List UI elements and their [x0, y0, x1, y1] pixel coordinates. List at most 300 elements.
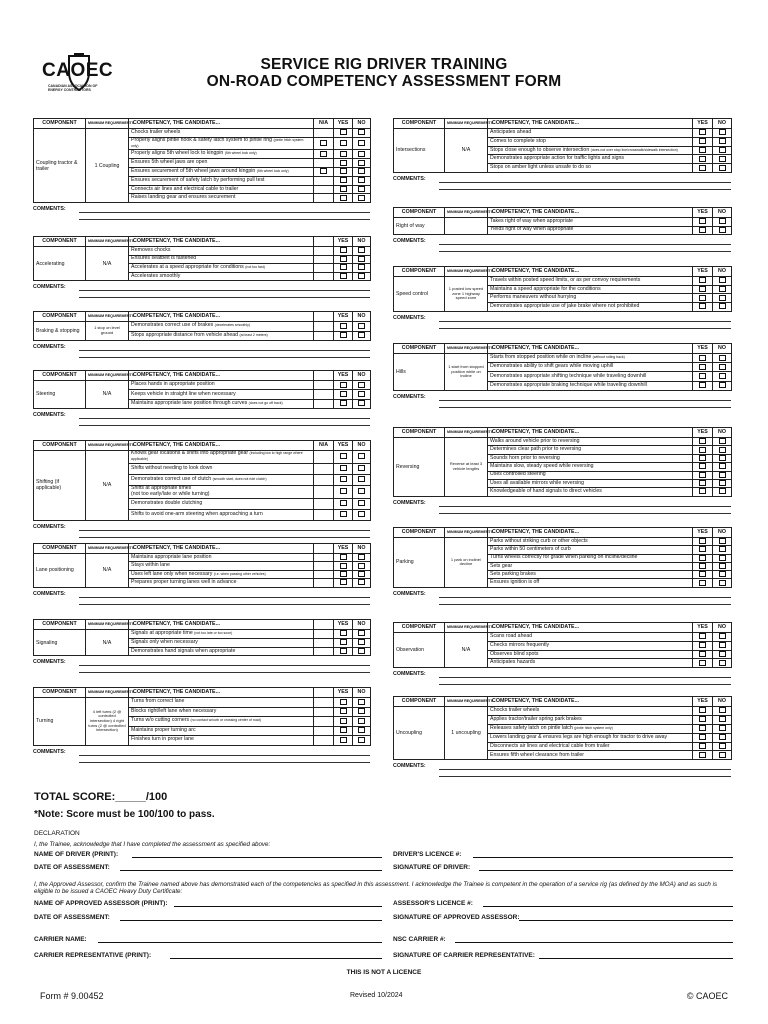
competency-label: Parks without striking curb or other objects	[490, 537, 588, 544]
yes-checkbox[interactable]	[699, 227, 706, 233]
yes-checkbox[interactable]	[699, 129, 706, 135]
yes-cell	[693, 155, 713, 164]
competency-text	[129, 150, 314, 159]
competency-row	[394, 218, 732, 227]
no-checkbox[interactable]	[358, 186, 365, 192]
no-header: NO	[353, 688, 371, 698]
comment-line	[439, 244, 731, 245]
no-cell	[353, 185, 371, 194]
competency-text	[488, 471, 693, 479]
section-table	[33, 236, 371, 281]
yes-cell	[334, 390, 353, 399]
competency-label: Stops on amber light unless unsafe to do so	[490, 164, 591, 171]
comments-field[interactable]	[33, 284, 370, 298]
yes-checkbox[interactable]	[699, 286, 706, 292]
blank-header	[314, 620, 334, 630]
comments-field[interactable]	[393, 500, 731, 514]
yes-checkbox[interactable]	[699, 303, 706, 309]
competency-label: Blocks right/left lane when necessary	[131, 707, 217, 714]
no-checkbox[interactable]	[719, 633, 726, 639]
min-req-header: MINIMUM REQUIREMENTS	[445, 623, 488, 633]
section-table	[33, 619, 371, 656]
comment-line	[439, 513, 731, 514]
no-checkbox[interactable]	[719, 651, 726, 657]
yes-checkbox[interactable]	[340, 247, 347, 253]
competency-label: Releases safety latch on pintle latch	[490, 724, 573, 731]
no-checkbox[interactable]	[358, 391, 365, 397]
competency-note: (pintle hitch system only)	[574, 725, 613, 730]
yes-cell	[693, 650, 713, 659]
competency-label: Maintains slow, steady speed while reversing	[490, 462, 594, 469]
no-checkbox[interactable]	[358, 630, 365, 636]
carrier-rep-field[interactable]	[34, 952, 151, 959]
no-checkbox[interactable]	[719, 725, 726, 731]
nsc-carrier-field[interactable]	[393, 936, 446, 943]
competency-text	[488, 724, 693, 733]
comments-field[interactable]	[393, 763, 731, 777]
no-checkbox[interactable]	[719, 303, 726, 309]
comment-line	[439, 400, 731, 401]
no-checkbox[interactable]	[358, 511, 365, 517]
no-checkbox[interactable]	[719, 218, 726, 224]
no-checkbox[interactable]	[358, 718, 365, 724]
no-checkbox[interactable]	[719, 438, 726, 444]
comment-line	[79, 672, 370, 673]
no-checkbox[interactable]	[719, 716, 726, 722]
no-checkbox[interactable]	[719, 488, 726, 494]
yes-checkbox[interactable]	[699, 218, 706, 224]
no-checkbox[interactable]	[358, 247, 365, 253]
competency-header: COMPETENCY, THE CANDIDATE...	[129, 620, 314, 630]
carrier-name-field[interactable]	[34, 936, 87, 943]
comments-field[interactable]	[393, 591, 731, 605]
yes-checkbox[interactable]	[340, 332, 347, 338]
competency-text	[129, 322, 314, 332]
yes-checkbox[interactable]	[340, 400, 347, 406]
no-checkbox[interactable]	[719, 660, 726, 666]
no-checkbox[interactable]	[719, 277, 726, 283]
competency-label: Knows gear locations & shifts into appropriate gear	[131, 450, 249, 456]
section-rightofway	[393, 207, 731, 252]
comments-field[interactable]	[33, 206, 370, 220]
no-checkbox[interactable]	[719, 546, 726, 552]
no-checkbox[interactable]	[358, 332, 365, 338]
yes-checkbox[interactable]	[340, 648, 347, 654]
competency-text	[129, 159, 314, 168]
yes-checkbox[interactable]	[340, 488, 347, 494]
competency-label: Applies tractor/trailer spring park brakes	[490, 715, 582, 722]
no-checkbox[interactable]	[719, 472, 726, 478]
yes-cell	[334, 726, 353, 736]
yes-cell	[334, 630, 353, 639]
yes-checkbox[interactable]	[340, 453, 347, 459]
yes-checkbox[interactable]	[340, 264, 347, 270]
competency-row	[394, 633, 732, 642]
minimum-requirement: 1 uncoupling	[445, 707, 488, 760]
comment-line	[439, 597, 731, 598]
no-checkbox[interactable]	[358, 727, 365, 733]
no-checkbox[interactable]	[719, 743, 726, 749]
yes-cell	[334, 129, 353, 138]
no-checkbox[interactable]	[358, 160, 365, 166]
no-checkbox[interactable]	[358, 465, 365, 471]
no-checkbox[interactable]	[719, 707, 726, 713]
comment-line	[79, 219, 370, 220]
no-checkbox[interactable]	[719, 734, 726, 740]
no-checkbox[interactable]	[719, 563, 726, 569]
no-cell	[713, 538, 732, 546]
yes-checkbox[interactable]	[699, 373, 706, 379]
yes-checkbox[interactable]	[699, 660, 706, 666]
no-cell	[353, 167, 371, 176]
no-cell	[353, 399, 371, 408]
no-cell	[353, 579, 371, 587]
comments-field[interactable]	[393, 394, 731, 408]
yes-checkbox[interactable]	[699, 716, 706, 722]
component-header: COMPONENT	[34, 237, 86, 247]
no-checkbox[interactable]	[719, 147, 726, 153]
yes-checkbox[interactable]	[699, 147, 706, 153]
header-row	[34, 237, 371, 247]
no-checkbox[interactable]	[358, 140, 365, 146]
competency-text	[129, 255, 314, 264]
na-checkbox[interactable]	[320, 140, 327, 146]
no-cell	[353, 150, 371, 159]
competency-text	[129, 463, 314, 474]
competency-label: Sets parking brakes	[490, 570, 536, 577]
yes-checkbox[interactable]	[340, 151, 347, 157]
yes-checkbox[interactable]	[699, 382, 706, 388]
assessor-name-label: NAME OF APPROVED ASSESSOR (PRINT):	[34, 900, 168, 907]
assessor-licence-field[interactable]	[393, 900, 473, 907]
yes-cell	[693, 742, 713, 751]
no-checkbox[interactable]	[719, 286, 726, 292]
date-assessment-2-label: DATE OF ASSESSMENT:	[34, 914, 110, 921]
yes-checkbox[interactable]	[699, 488, 706, 494]
yes-checkbox[interactable]	[699, 752, 706, 758]
no-header: NO	[353, 312, 371, 322]
no-checkbox[interactable]	[719, 165, 726, 171]
blank-cell	[314, 399, 334, 408]
competency-label: Demonstrates correct use of brakes	[131, 322, 214, 329]
competency-note: (decelerates smoothly)	[214, 323, 251, 328]
no-checkbox[interactable]	[719, 463, 726, 469]
yes-checkbox[interactable]	[699, 364, 706, 370]
yes-checkbox[interactable]	[340, 579, 347, 585]
yes-checkbox[interactable]	[340, 630, 347, 636]
assessor-signature-field[interactable]	[393, 914, 520, 921]
no-checkbox[interactable]	[358, 129, 365, 135]
yes-checkbox[interactable]	[340, 195, 347, 201]
competency-label: Chocks trailer wheels	[490, 707, 540, 714]
yes-checkbox[interactable]	[699, 538, 706, 544]
yes-checkbox[interactable]	[699, 633, 706, 639]
competency-header: COMPETENCY, THE CANDIDATE...	[488, 344, 693, 354]
no-checkbox[interactable]	[358, 476, 365, 482]
blank-cell	[314, 707, 334, 717]
na-checkbox[interactable]	[320, 168, 327, 174]
min-req-header: MINIMUM REQUIREMENTS	[445, 528, 488, 538]
no-checkbox[interactable]	[358, 500, 365, 506]
competency-label: Ensures fifth wheel clearance from trailer	[490, 751, 584, 758]
comments-field[interactable]	[393, 238, 731, 252]
no-checkbox[interactable]	[719, 138, 726, 144]
yes-checkbox[interactable]	[340, 160, 347, 166]
driver-name-field[interactable]	[34, 851, 118, 858]
yes-checkbox[interactable]	[340, 168, 347, 174]
no-checkbox[interactable]	[358, 699, 365, 705]
no-checkbox[interactable]	[719, 295, 726, 301]
yes-checkbox[interactable]	[699, 651, 706, 657]
comments-label: COMMENTS:	[393, 763, 426, 770]
competency-label: Uses left lane only when necessary	[131, 570, 213, 577]
no-checkbox[interactable]	[719, 129, 726, 135]
no-checkbox[interactable]	[358, 273, 365, 279]
min-req-header: MINIMUM REQUIREMENTS	[86, 544, 129, 554]
competency-label: Performs maneuvers without hurrying	[490, 294, 577, 301]
yes-checkbox[interactable]	[340, 563, 347, 569]
comments-field[interactable]	[33, 344, 370, 358]
no-checkbox[interactable]	[358, 708, 365, 714]
minimum-requirement	[445, 218, 488, 235]
yes-checkbox[interactable]	[699, 555, 706, 561]
competency-label: Accelerates at a speed appropriate for conditions	[131, 264, 244, 271]
comments-field[interactable]	[393, 315, 731, 329]
yes-checkbox[interactable]	[699, 165, 706, 171]
yes-checkbox[interactable]	[699, 580, 706, 586]
yes-checkbox[interactable]	[340, 571, 347, 577]
no-cell	[713, 277, 732, 286]
no-checkbox[interactable]	[719, 480, 726, 486]
component-header: COMPONENT	[34, 544, 86, 554]
yes-checkbox[interactable]	[699, 438, 706, 444]
no-cell	[713, 129, 732, 138]
yes-checkbox[interactable]	[699, 480, 706, 486]
no-checkbox[interactable]	[719, 555, 726, 561]
component-header: COMPONENT	[34, 371, 86, 381]
revised-date: Revised 10/2024	[350, 992, 403, 999]
yes-checkbox[interactable]	[699, 355, 706, 361]
assessor-name-field[interactable]	[34, 900, 168, 907]
no-checkbox[interactable]	[358, 323, 365, 329]
blank-cell	[314, 247, 334, 256]
no-cell	[353, 159, 371, 168]
yes-checkbox[interactable]	[340, 554, 347, 560]
no-checkbox[interactable]	[719, 156, 726, 162]
yes-checkbox[interactable]	[699, 463, 706, 469]
min-req-header: MINIMUM REQUIREMENTS	[445, 697, 488, 707]
yes-checkbox[interactable]	[340, 129, 347, 135]
no-checkbox[interactable]	[358, 168, 365, 174]
yes-checkbox[interactable]	[699, 138, 706, 144]
no-checkbox[interactable]	[358, 579, 365, 585]
competency-text	[488, 372, 693, 381]
no-checkbox[interactable]	[358, 563, 365, 569]
comments-field[interactable]	[33, 659, 370, 673]
no-cell	[713, 446, 732, 454]
yes-checkbox[interactable]	[340, 639, 347, 645]
yes-checkbox[interactable]	[699, 725, 706, 731]
competency-label: Properly aligns pintle hook & safety latch system to pintle ring	[131, 136, 272, 143]
no-checkbox[interactable]	[719, 227, 726, 233]
yes-checkbox[interactable]	[699, 734, 706, 740]
no-cell	[353, 498, 371, 509]
no-cell	[713, 650, 732, 659]
no-cell	[353, 485, 371, 498]
competency-header: COMPETENCY, THE CANDIDATE...	[488, 208, 693, 218]
yes-checkbox[interactable]	[340, 699, 347, 705]
comments-label: COMMENTS:	[33, 284, 66, 291]
no-checkbox[interactable]	[358, 382, 365, 388]
assessor-signature-label: SIGNATURE OF APPROVED ASSESSOR:	[393, 914, 520, 921]
date-assessment-field[interactable]	[34, 864, 110, 871]
yes-checkbox[interactable]	[699, 447, 706, 453]
blank-cell	[314, 381, 334, 390]
no-cell	[713, 303, 732, 312]
no-checkbox[interactable]	[719, 752, 726, 758]
yes-checkbox[interactable]	[699, 743, 706, 749]
yes-checkbox[interactable]	[699, 455, 706, 461]
yes-checkbox[interactable]	[340, 500, 347, 506]
competency-row	[34, 322, 371, 332]
no-checkbox[interactable]	[719, 642, 726, 648]
competency-text	[488, 538, 693, 546]
no-checkbox[interactable]	[358, 151, 365, 157]
no-checkbox[interactable]	[358, 264, 365, 270]
no-checkbox[interactable]	[719, 538, 726, 544]
yes-header: YES	[334, 620, 353, 630]
comments-field[interactable]	[33, 591, 370, 605]
yes-checkbox[interactable]	[340, 476, 347, 482]
comments-field[interactable]	[33, 524, 370, 538]
yes-checkbox[interactable]	[340, 708, 347, 714]
yes-cell	[334, 176, 353, 185]
competency-header: COMPETENCY, THE CANDIDATE...	[488, 119, 693, 129]
no-checkbox[interactable]	[358, 488, 365, 494]
no-checkbox[interactable]	[358, 195, 365, 201]
no-checkbox[interactable]	[719, 455, 726, 461]
no-cell	[713, 155, 732, 164]
comment-line	[79, 665, 370, 666]
comments-field[interactable]	[33, 749, 370, 763]
drivers-licence-label: DRIVER'S LICENCE #:	[393, 851, 462, 858]
no-checkbox[interactable]	[358, 400, 365, 406]
section-hills	[393, 343, 731, 408]
competency-text	[488, 546, 693, 554]
competency-text	[129, 498, 314, 509]
yes-checkbox[interactable]	[340, 465, 347, 471]
yes-checkbox[interactable]	[699, 642, 706, 648]
na-checkbox[interactable]	[320, 151, 327, 157]
no-checkbox[interactable]	[719, 580, 726, 586]
yes-checkbox[interactable]	[340, 273, 347, 279]
no-checkbox[interactable]	[358, 177, 365, 183]
no-checkbox[interactable]	[719, 382, 726, 388]
yes-checkbox[interactable]	[340, 382, 347, 388]
yes-checkbox[interactable]	[340, 511, 347, 517]
comments-field[interactable]	[393, 671, 731, 685]
yes-cell	[334, 485, 353, 498]
blank-header	[314, 312, 334, 322]
drivers-licence-field[interactable]	[393, 851, 461, 858]
component-name: Lane positioning	[34, 554, 86, 588]
yes-cell	[693, 285, 713, 294]
no-checkbox[interactable]	[358, 453, 365, 459]
yes-checkbox[interactable]	[699, 156, 706, 162]
yes-checkbox[interactable]	[340, 737, 347, 743]
yes-header: YES	[693, 267, 713, 277]
no-checkbox[interactable]	[358, 554, 365, 560]
yes-checkbox[interactable]	[340, 177, 347, 183]
yes-checkbox[interactable]	[340, 186, 347, 192]
yes-checkbox[interactable]	[699, 277, 706, 283]
no-header: NO	[353, 237, 371, 247]
yes-cell	[334, 579, 353, 587]
no-checkbox[interactable]	[719, 447, 726, 453]
driver-signature-label: SIGNATURE OF DRIVER:	[393, 864, 471, 871]
no-checkbox[interactable]	[719, 355, 726, 361]
yes-cell	[693, 446, 713, 454]
yes-checkbox[interactable]	[340, 727, 347, 733]
header-row	[394, 428, 732, 438]
no-checkbox[interactable]	[358, 639, 365, 645]
yes-checkbox[interactable]	[699, 563, 706, 569]
no-checkbox[interactable]	[358, 571, 365, 577]
comment-line	[79, 297, 370, 298]
yes-checkbox[interactable]	[340, 718, 347, 724]
yes-checkbox[interactable]	[340, 323, 347, 329]
no-checkbox[interactable]	[719, 571, 726, 577]
no-checkbox[interactable]	[358, 648, 365, 654]
carrier-rep-signature-field[interactable]	[393, 952, 535, 959]
no-checkbox[interactable]	[358, 737, 365, 743]
competency-label: Ensures securement of safety latch by performing pull test	[131, 176, 265, 183]
competency-text	[488, 463, 693, 471]
no-checkbox[interactable]	[719, 373, 726, 379]
yes-checkbox[interactable]	[699, 295, 706, 301]
yes-checkbox[interactable]	[699, 546, 706, 552]
competency-text	[488, 303, 693, 312]
yes-checkbox[interactable]	[699, 472, 706, 478]
comments-field[interactable]	[33, 412, 370, 426]
header-row	[34, 119, 371, 129]
comments-label: COMMENTS:	[33, 659, 66, 666]
competency-text	[488, 129, 693, 138]
driver-signature-field[interactable]	[393, 864, 470, 871]
no-cell	[713, 294, 732, 303]
no-checkbox[interactable]	[719, 364, 726, 370]
yes-checkbox[interactable]	[699, 571, 706, 577]
yes-checkbox[interactable]	[340, 256, 347, 262]
comments-field[interactable]	[393, 176, 731, 190]
header-row	[394, 623, 732, 633]
na-cell	[314, 167, 334, 176]
yes-cell	[693, 277, 713, 286]
yes-cell	[693, 381, 713, 390]
yes-checkbox[interactable]	[699, 707, 706, 713]
date-assessment-2-field[interactable]	[34, 914, 110, 921]
yes-cell	[334, 399, 353, 408]
yes-checkbox[interactable]	[340, 140, 347, 146]
competency-text	[129, 451, 314, 464]
competency-note: (no contact w/curb or crossing center of road)	[190, 718, 261, 723]
no-checkbox[interactable]	[358, 256, 365, 262]
competency-label: Ensures securement of 5th wheel jaws around kingpin	[131, 167, 256, 174]
competency-text	[129, 137, 314, 150]
competency-label: Yields right of way when appropriate	[490, 226, 574, 233]
competency-label: Checks mirrors frequently	[490, 641, 550, 648]
yes-checkbox[interactable]	[340, 391, 347, 397]
